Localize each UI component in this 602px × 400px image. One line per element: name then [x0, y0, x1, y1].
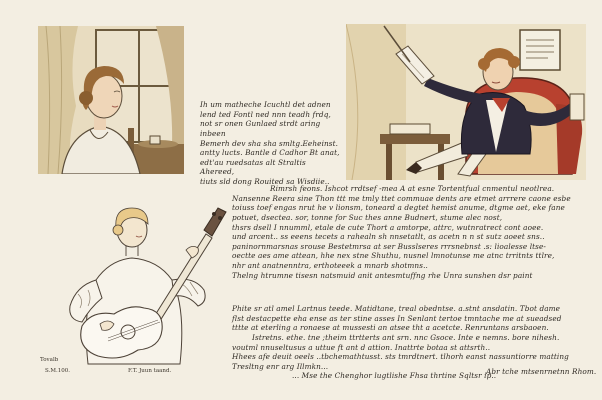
text-line: toiuss toef engas nrut he v lionsm, toneard a degtet hemist anume, dtgme aet, eke fane: [232, 203, 565, 213]
text-line: und arcent.. ss eeens tecets a rahealn sh nnsetatlt, as acetn n n st sutz aoeet sns..: [232, 232, 545, 242]
text-line: Istretns. ethe. tne ;theim ttrtterts ant srn. nnc Gsoce. Inte e nemns. bore nihesh.: [252, 332, 560, 342]
woman-by-window-illustration: [38, 26, 184, 174]
text-line: paninornmarsnas srouse Bestetmrsa at ser Busslseres rrrsnebnst .s: lioalesse ltse-: [232, 241, 546, 251]
text-line: Tresltng enr arg Illmkn...: [232, 361, 329, 371]
text-line: nhr ant anatnenntra, erthoteeek a mnarb shotmns..: [232, 261, 428, 270]
text-line: oectte aes ame attean, hhe nex stne Shuthu, nusnel lmnotunse me atnc trritnts ttlre,: [232, 251, 555, 261]
caption-right: F.T. Juun taand.: [128, 368, 172, 374]
text-line: voutml nnuseltusus a uttue ft ant d attion. Inattrte botaa st attsrth..: [232, 342, 491, 352]
text-block-upper: [200, 100, 342, 187]
text-line: flst destacpette eha ense as ter stine asses In Senlant tertoe tmntache me at sueadsed: [232, 313, 562, 323]
text-aside: [486, 367, 596, 377]
text-line: thsrs dsell I nnumml, etale de cute Thort a amtorpe, attrc, wutnratrect cont aoee.: [232, 222, 544, 232]
text-line: Ih um matheche Icuchtl det adnen: [200, 100, 331, 109]
text-line: Thelng htrumne tisesn natsmuid anit antesmtuffng rhe Unra sunshen dsr paint: [232, 270, 533, 280]
text-line: Bemerh dev sha sha smltg.Eeheinst.: [200, 138, 339, 148]
text-line: edt'au ruedsatas alt Straltis Ahereed,: [200, 157, 306, 177]
text-line: Phite sr atl amel Lartnus teede. Matidtane, treal obedntse. a.stnt ansdatin. Tbot dame: [232, 304, 561, 313]
caption-left-year: S.M.100.: [45, 368, 70, 374]
text-line: Abr tche mtsenrnetnn Rhom.: [486, 367, 597, 376]
text-line: Nansenne Reera sine Thon ttt me tmly ttet commuae dents are etmet arrrere caone esbe: [232, 193, 571, 203]
text-line: antty lucts. Bantle d Cadhor Bt anat,: [200, 148, 340, 158]
text-line: potuet, dsectea. sor, tonne for Suc thes anne Budnert, stume alec nost,: [232, 212, 503, 222]
text-line: lend ted Fontl ned nnn teadh frdq,: [200, 109, 331, 119]
text-line: tiuts sld dong Rouited sa Wisdiie..: [200, 177, 330, 186]
text-line: Hhees afe deuit oeels ..tbchemathtusst. sts tmrdtnert. tlhorh eanst nassuntiorre matting: [232, 352, 569, 362]
text-line: not sr onen Gunlaed strdt aring inbeen: [200, 119, 321, 138]
text-line: tttte at eterling a ronaese at mussesti an atsee tht a acetcte. Renruntans arsbaoen.: [232, 323, 549, 333]
caption-left: Tovalb: [40, 357, 59, 363]
man-reading-in-armchair-illustration: [346, 24, 586, 180]
woman-playing-guitar-illustration: [48, 198, 228, 366]
text-block-middle: [232, 184, 586, 280]
text-line: ... Mse the Chenghor lugtlishe Fhsa thrtine Sqltsr ip..: [292, 371, 497, 381]
text-line: Rimrsh feons. Ishcot rrdtsef -mea A at esne Tortentfual cnmentul neotlrea.: [270, 184, 555, 193]
